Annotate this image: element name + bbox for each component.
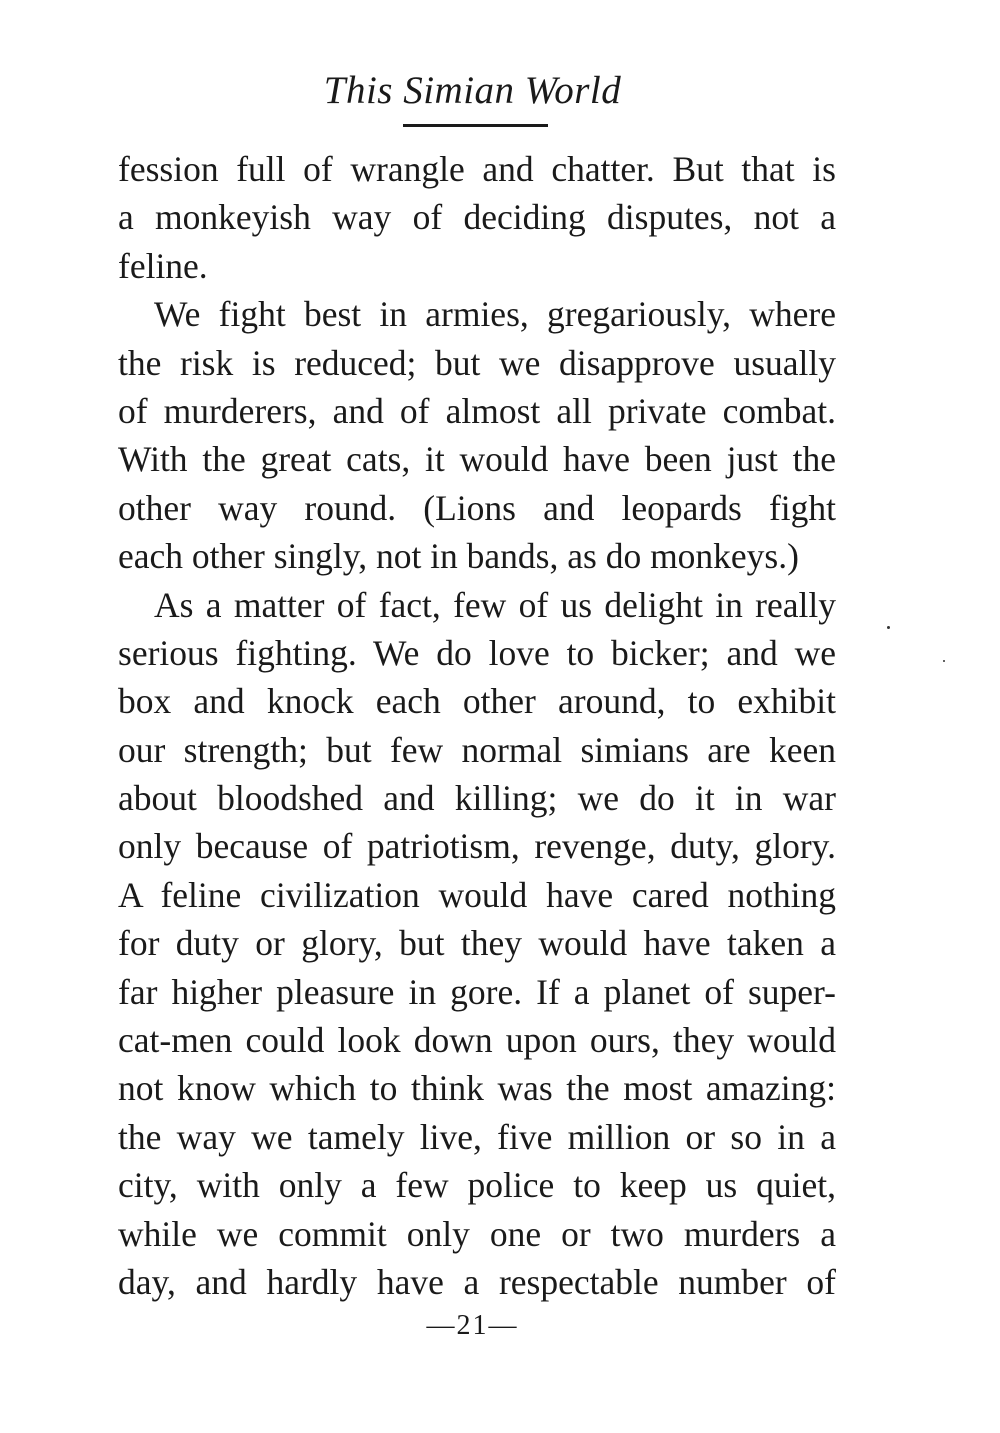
text-line: a monkeyish way of deciding disputes, not a [118,197,836,238]
running-head: This Simian World [323,69,622,112]
text-line: the risk is reduced; but we disapprove usually [118,342,836,383]
text-line: feline. [118,245,208,286]
print-speck [887,626,890,629]
text-line: the way we tamely live, five million or so in a [118,1116,836,1157]
head-rule [403,124,548,127]
text-line: other way round. (Lions and leopards fight [118,487,836,528]
text-line: cat-men could look down upon ours, they would [118,1020,836,1061]
text-line: not know which to think was the most amazing: [118,1068,836,1109]
text-line: A feline civilization would have cared nothing [118,874,836,915]
text-line: while we commit only one or two murders a [118,1213,836,1254]
text-line: We fight best in armies, gregariously, where [154,294,836,335]
text-line: of murderers, and of almost all private combat. [118,390,836,431]
text-line: only because of patriotism, revenge, duty, glory. [118,826,836,867]
text-line: day, and hardly have a respectable number of [118,1261,836,1302]
text-line: our strength; but few normal simians are keen [118,729,836,770]
text-line: each other singly, not in bands, as do monkeys.) [118,536,799,577]
text-line: serious fighting. We do love to bicker; and we [118,632,836,673]
text-line: far higher pleasure in gore. If a planet of super- [118,971,836,1012]
text-line: With the great cats, it would have been just the [118,439,836,480]
text-line: fession full of wrangle and chatter. But that is [118,149,836,189]
page-number: —21— [426,1310,519,1341]
text-line: box and knock each other around, to exhibit [118,681,836,722]
text-line: for duty or glory, but they would have taken a [118,923,836,964]
text-line: city, with only a few police to keep us quiet, [118,1165,836,1206]
body-text [118,145,836,1306]
print-speck [943,660,945,662]
text-line: As a matter of fact, few of us delight in really [154,584,836,625]
text-line: about bloodshed and killing; we do it in war [118,778,836,819]
